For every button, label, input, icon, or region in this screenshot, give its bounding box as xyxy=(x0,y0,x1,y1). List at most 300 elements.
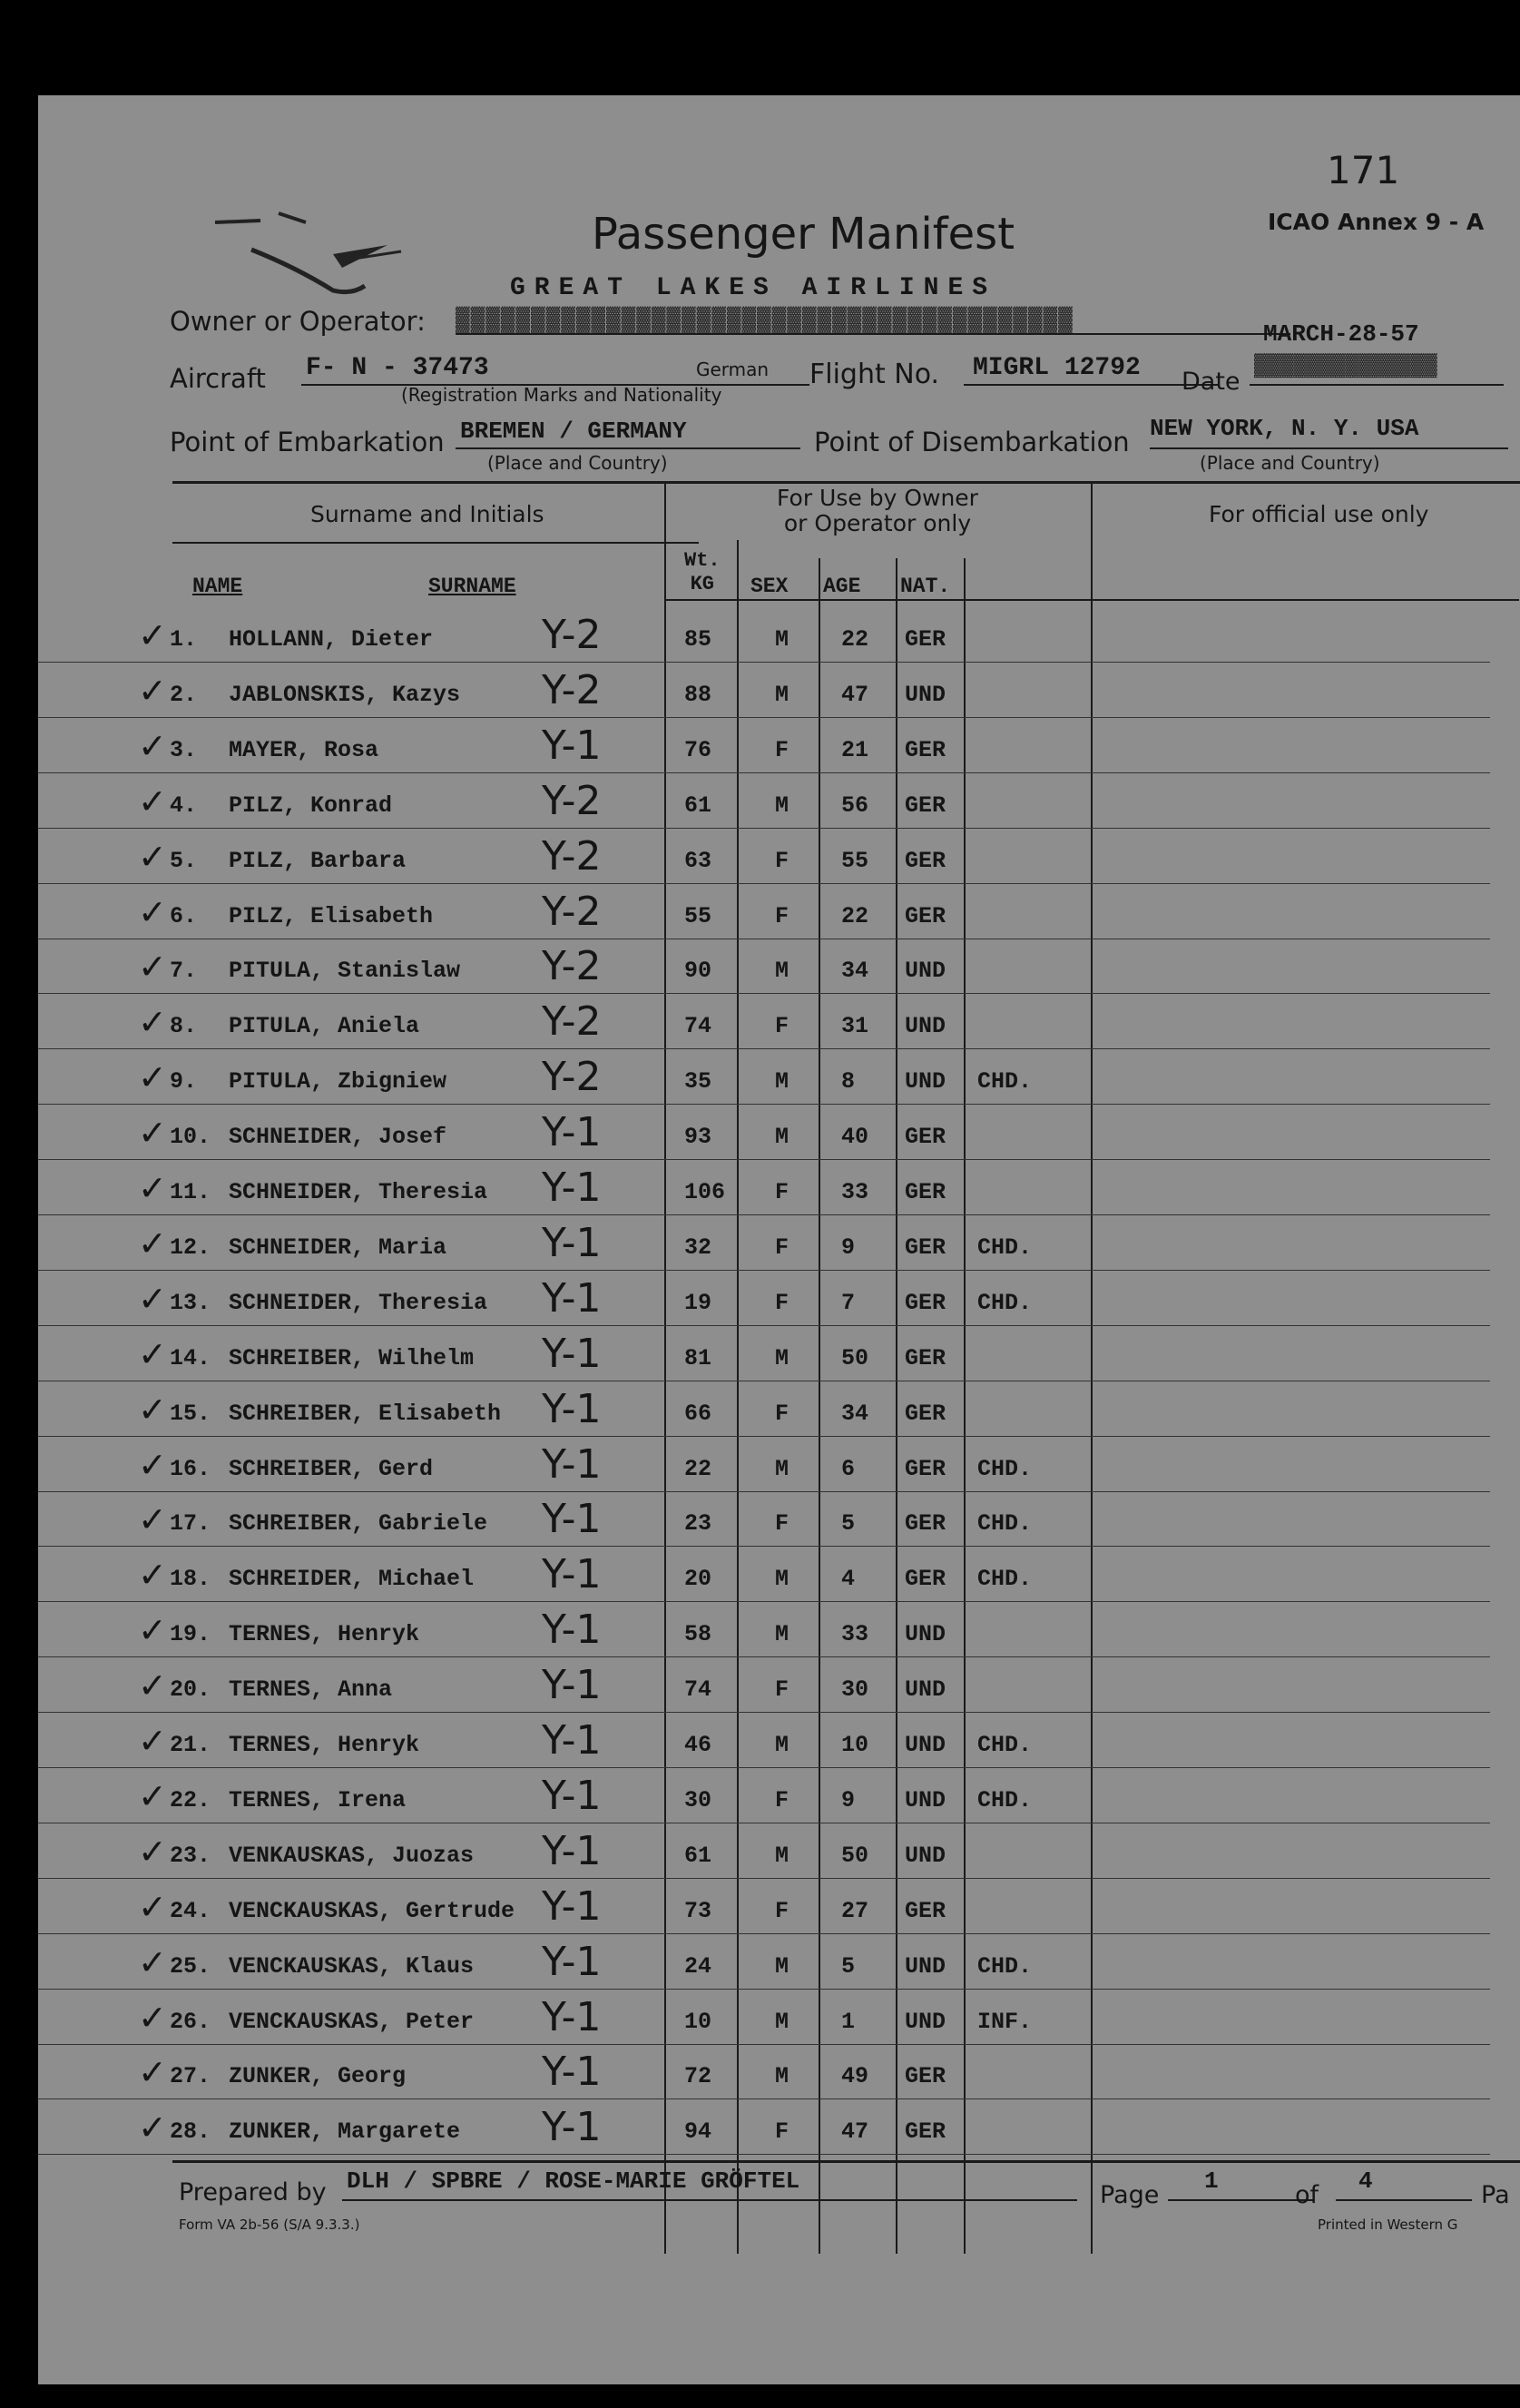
age-cell: 56 xyxy=(841,791,869,819)
table-row xyxy=(38,1935,1520,1990)
sex-cell: M xyxy=(775,958,789,985)
row-rule xyxy=(38,1214,1490,1215)
nationality-cell: UND xyxy=(905,958,946,985)
handwritten-code: Y-2 xyxy=(542,888,602,935)
row-number: 2. xyxy=(170,681,198,708)
nationality-cell: GER xyxy=(905,791,946,819)
nationality-cell: UND xyxy=(905,1013,946,1040)
sex-cell: F xyxy=(775,736,789,763)
note-cell: CHD. xyxy=(977,1289,1033,1316)
sex-cell: M xyxy=(775,1124,789,1151)
nationality-cell: UND xyxy=(905,1732,946,1758)
disembarkation-caption: (Place and Country) xyxy=(1200,452,1380,474)
passenger-name: TERNES, Anna xyxy=(229,1676,393,1704)
passenger-name: ZUNKER, Georg xyxy=(229,2063,407,2090)
check-mark-icon: ✓ xyxy=(138,1555,167,1596)
check-mark-icon: ✓ xyxy=(138,1499,167,1540)
row-rule xyxy=(38,1546,1490,1547)
embarkation-caption: (Place and Country) xyxy=(487,452,668,474)
col-header-age: AGE xyxy=(823,575,861,598)
table-row xyxy=(38,774,1520,829)
weight-cell: 19 xyxy=(684,1289,712,1316)
row-number: 5. xyxy=(170,847,198,874)
table-row xyxy=(38,1658,1520,1713)
weight-cell: 46 xyxy=(684,1732,712,1758)
weight-cell: 94 xyxy=(684,2118,712,2146)
row-number: 23. xyxy=(170,1842,211,1869)
date-struck-text: ▓▓▓▓▓▓▓▓▓▓▓▓▓▓ xyxy=(1254,354,1437,378)
embarkation-value: BREMEN / GERMANY xyxy=(460,418,687,445)
note-cell: CHD. xyxy=(977,1510,1033,1538)
page-total: 4 xyxy=(1358,2167,1373,2195)
weight-cell: 76 xyxy=(684,736,712,763)
table-row xyxy=(38,1603,1520,1657)
check-mark-icon: ✓ xyxy=(138,1941,167,1982)
handwritten-code: Y-2 xyxy=(542,832,602,880)
weight-cell: 10 xyxy=(684,2008,712,2035)
handwritten-code: Y-2 xyxy=(542,943,602,990)
row-number: 20. xyxy=(170,1676,211,1704)
col-header-sex: SEX xyxy=(750,575,789,598)
age-cell: 34 xyxy=(841,958,869,985)
nationality-cell: GER xyxy=(905,1179,946,1205)
col-header-wt: Wt. KG xyxy=(684,549,721,595)
row-rule xyxy=(38,2098,1490,2099)
passenger-name: ZUNKER, Margarete xyxy=(229,2118,461,2146)
weight-cell: 90 xyxy=(684,958,712,985)
nationality-cell: GER xyxy=(905,1344,946,1371)
row-rule xyxy=(38,1989,1490,1990)
age-cell: 33 xyxy=(841,1179,869,1205)
col-header-name: NAME xyxy=(192,575,243,598)
sex-cell: M xyxy=(775,1068,789,1096)
row-rule xyxy=(38,2044,1490,2045)
handwritten-code: Y-1 xyxy=(542,2049,602,2096)
check-mark-icon: ✓ xyxy=(138,2108,167,2148)
weight-cell: 81 xyxy=(684,1344,712,1371)
nationality-cell: GER xyxy=(905,1233,946,1261)
check-mark-icon: ✓ xyxy=(138,1831,167,1872)
table-row xyxy=(38,1769,1520,1823)
row-number: 16. xyxy=(170,1455,211,1482)
row-rule xyxy=(38,1104,1490,1105)
passenger-name: SCHREIBER, Gerd xyxy=(229,1455,434,1482)
weight-cell: 106 xyxy=(684,1179,726,1205)
check-mark-icon: ✓ xyxy=(138,1389,167,1430)
sex-cell: F xyxy=(775,1400,789,1427)
row-rule xyxy=(38,1878,1490,1879)
note-cell: INF. xyxy=(977,2008,1033,2035)
sex-cell: F xyxy=(775,1676,789,1704)
owner-struck-text: ▓▓▓▓▓▓▓▓▓▓▓▓▓▓▓▓▓▓▓▓▓▓▓▓▓▓▓▓▓▓▓▓▓▓▓▓▓▓▓▓▓ xyxy=(456,306,1074,333)
handwritten-code: Y-2 xyxy=(542,666,602,713)
age-cell: 8 xyxy=(841,1068,856,1096)
weight-cell: 88 xyxy=(684,681,712,708)
table-row xyxy=(38,830,1520,884)
page-suffix: Pa xyxy=(1481,2181,1510,2209)
passenger-name: PILZ, Elisabeth xyxy=(229,902,434,929)
handwritten-code: Y-2 xyxy=(542,612,602,658)
sex-cell: M xyxy=(775,1732,789,1758)
nationality-cell: GER xyxy=(905,1566,946,1593)
row-number: 11. xyxy=(170,1179,211,1205)
table-row xyxy=(38,663,1520,718)
sex-cell: F xyxy=(775,1179,789,1205)
table-row xyxy=(38,1106,1520,1160)
weight-cell: 85 xyxy=(684,626,712,653)
handwritten-code: Y-1 xyxy=(542,1330,602,1377)
check-mark-icon: ✓ xyxy=(138,1721,167,1761)
row-rule xyxy=(38,1491,1490,1492)
weight-cell: 61 xyxy=(684,1842,712,1869)
table-row xyxy=(38,1438,1520,1492)
col-header-surname: SURNAME xyxy=(428,575,516,598)
german-label: German xyxy=(696,359,770,380)
aircraft-value: F- N - 37473 xyxy=(306,354,489,382)
check-mark-icon: ✓ xyxy=(138,615,167,655)
check-mark-icon: ✓ xyxy=(138,1444,167,1485)
age-cell: 4 xyxy=(841,1566,856,1593)
age-cell: 9 xyxy=(841,1786,856,1813)
table-row xyxy=(38,1714,1520,1768)
table-row xyxy=(38,2045,1520,2099)
nationality-cell: GER xyxy=(905,2118,946,2146)
nationality-cell: UND xyxy=(905,681,946,708)
table-row xyxy=(38,1880,1520,1934)
nationality-cell: GER xyxy=(905,736,946,763)
row-rule xyxy=(38,1325,1490,1326)
nationality-cell: UND xyxy=(905,1621,946,1648)
sex-cell: M xyxy=(775,1621,789,1648)
row-number: 24. xyxy=(170,1897,211,1924)
age-cell: 5 xyxy=(841,1510,856,1538)
airline-logo-icon xyxy=(206,204,415,309)
row-rule xyxy=(38,662,1490,663)
sex-cell: M xyxy=(775,1842,789,1869)
age-cell: 27 xyxy=(841,1897,869,1924)
row-number: 13. xyxy=(170,1289,211,1316)
sex-cell: M xyxy=(775,1566,789,1593)
row-number: 14. xyxy=(170,1344,211,1371)
row-number: 3. xyxy=(170,736,198,763)
check-mark-icon: ✓ xyxy=(138,781,167,821)
sex-cell: F xyxy=(775,1289,789,1316)
note-cell: CHD. xyxy=(977,1952,1033,1980)
check-mark-icon: ✓ xyxy=(138,1113,167,1154)
nationality-cell: UND xyxy=(905,1676,946,1704)
table-row xyxy=(38,995,1520,1049)
row-rule xyxy=(38,1159,1490,1160)
handwritten-code: Y-1 xyxy=(542,2104,602,2151)
row-rule xyxy=(38,828,1490,829)
passenger-name: JABLONSKIS, Kazys xyxy=(229,681,461,708)
sex-cell: M xyxy=(775,2063,789,2090)
note-cell: CHD. xyxy=(977,1233,1033,1261)
nationality-cell: GER xyxy=(905,1124,946,1151)
age-cell: 30 xyxy=(841,1676,869,1704)
passenger-name: PITULA, Aniela xyxy=(229,1013,420,1040)
weight-cell: 24 xyxy=(684,1952,712,1980)
check-mark-icon: ✓ xyxy=(138,2052,167,2093)
age-cell: 50 xyxy=(841,1842,869,1869)
page-label: Page xyxy=(1100,2181,1160,2209)
note-cell: CHD. xyxy=(977,1732,1033,1758)
of-label: of xyxy=(1295,2181,1319,2209)
handwritten-code: Y-1 xyxy=(542,1496,602,1543)
row-rule xyxy=(38,1933,1490,1934)
handwritten-code: Y-1 xyxy=(542,1938,602,1985)
age-cell: 7 xyxy=(841,1289,856,1316)
weight-cell: 55 xyxy=(684,902,712,929)
sex-cell: M xyxy=(775,2008,789,2035)
handwritten-code: Y-1 xyxy=(542,1274,602,1322)
row-number: 4. xyxy=(170,791,198,819)
table-row xyxy=(38,1327,1520,1381)
passenger-name: SCHNEIDER, Theresia xyxy=(229,1179,488,1205)
passenger-name: SCHNEIDER, Josef xyxy=(229,1124,447,1151)
handwritten-code: Y-1 xyxy=(542,722,602,769)
age-cell: 1 xyxy=(841,2008,856,2035)
weight-cell: 66 xyxy=(684,1400,712,1427)
nationality-cell: GER xyxy=(905,1455,946,1482)
handwritten-code: Y-1 xyxy=(542,1165,602,1211)
passenger-name: MAYER, Rosa xyxy=(229,736,379,763)
prepared-by-value: DLH / SPBRE / ROSE-MARIE GRÖFTEL xyxy=(347,2167,800,2195)
check-mark-icon: ✓ xyxy=(138,1333,167,1374)
col-group-surname: Surname and Initials xyxy=(310,501,544,527)
age-cell: 33 xyxy=(841,1621,869,1648)
weight-cell: 58 xyxy=(684,1621,712,1648)
sex-cell: F xyxy=(775,847,789,874)
annex-label: ICAO Annex 9 - A xyxy=(1268,209,1485,235)
row-number: 21. xyxy=(170,1732,211,1758)
age-cell: 55 xyxy=(841,847,869,874)
nationality-cell: UND xyxy=(905,1786,946,1813)
flight-no-value: MIGRL 12792 xyxy=(973,354,1141,382)
note-cell: CHD. xyxy=(977,1455,1033,1482)
passenger-name: SCHREIBER, Gabriele xyxy=(229,1510,488,1538)
manifest-sheet xyxy=(38,95,1520,2384)
row-rule xyxy=(38,1712,1490,1713)
passenger-name: VENCKAUSKAS, Peter xyxy=(229,2008,475,2035)
check-mark-icon: ✓ xyxy=(138,725,167,766)
row-number: 12. xyxy=(170,1233,211,1261)
age-cell: 22 xyxy=(841,902,869,929)
age-cell: 9 xyxy=(841,1233,856,1261)
passenger-name: SCHNEIDER, Maria xyxy=(229,1233,447,1261)
handwritten-code: Y-2 xyxy=(542,777,602,824)
nationality-cell: GER xyxy=(905,1897,946,1924)
passenger-name: TERNES, Henryk xyxy=(229,1732,420,1758)
nationality-cell: GER xyxy=(905,1510,946,1538)
weight-cell: 74 xyxy=(684,1013,712,1040)
row-number: 15. xyxy=(170,1400,211,1427)
sex-cell: M xyxy=(775,1344,789,1371)
page-title: Passenger Manifest xyxy=(592,209,1015,260)
age-cell: 34 xyxy=(841,1400,869,1427)
owner-label: Owner or Operator: xyxy=(170,306,426,337)
row-rule xyxy=(38,883,1490,884)
sex-cell: M xyxy=(775,626,789,653)
row-number: 10. xyxy=(170,1124,211,1151)
age-cell: 21 xyxy=(841,736,869,763)
handwritten-code: Y-1 xyxy=(542,1607,602,1654)
nationality-cell: GER xyxy=(905,626,946,653)
sex-cell: F xyxy=(775,1233,789,1261)
row-number: 17. xyxy=(170,1510,211,1538)
col-header-nat: NAT. xyxy=(900,575,951,598)
weight-cell: 23 xyxy=(684,1510,712,1538)
check-mark-icon: ✓ xyxy=(138,836,167,877)
age-cell: 31 xyxy=(841,1013,869,1040)
row-number: 7. xyxy=(170,958,198,985)
age-cell: 6 xyxy=(841,1455,856,1482)
handwritten-code: Y-1 xyxy=(542,1827,602,1874)
weight-cell: 20 xyxy=(684,1566,712,1593)
note-cell: CHD. xyxy=(977,1068,1033,1096)
check-mark-icon: ✓ xyxy=(138,670,167,711)
weight-cell: 72 xyxy=(684,2063,712,2090)
sex-cell: M xyxy=(775,791,789,819)
age-cell: 49 xyxy=(841,2063,869,2090)
check-mark-icon: ✓ xyxy=(138,1223,167,1263)
age-cell: 22 xyxy=(841,626,869,653)
row-rule xyxy=(38,1767,1490,1768)
table-row xyxy=(38,1824,1520,1879)
check-mark-icon: ✓ xyxy=(138,1002,167,1043)
nationality-cell: GER xyxy=(905,2063,946,2090)
row-number: 25. xyxy=(170,1952,211,1980)
check-mark-icon: ✓ xyxy=(138,1168,167,1208)
table-row xyxy=(38,1492,1520,1547)
row-rule xyxy=(38,1048,1490,1049)
weight-cell: 93 xyxy=(684,1124,712,1151)
passenger-name: VENCKAUSKAS, Klaus xyxy=(229,1952,475,1980)
passenger-name: TERNES, Henryk xyxy=(229,1621,420,1648)
printed-in: Printed in Western G xyxy=(1318,2216,1458,2233)
row-number: 27. xyxy=(170,2063,211,2090)
weight-cell: 32 xyxy=(684,1233,712,1261)
disembarkation-label: Point of Disembarkation xyxy=(814,427,1130,457)
handwritten-code: Y-2 xyxy=(542,998,602,1046)
weight-cell: 61 xyxy=(684,791,712,819)
handwritten-code: Y-1 xyxy=(542,1882,602,1930)
weight-cell: 74 xyxy=(684,1676,712,1704)
row-number: 19. xyxy=(170,1621,211,1648)
age-cell: 47 xyxy=(841,2118,869,2146)
date-label: Date xyxy=(1182,368,1241,396)
passenger-name: PITULA, Zbigniew xyxy=(229,1068,447,1096)
check-mark-icon: ✓ xyxy=(138,1278,167,1319)
passenger-name: VENKAUSKAS, Juozas xyxy=(229,1842,475,1869)
weight-cell: 30 xyxy=(684,1786,712,1813)
check-mark-icon: ✓ xyxy=(138,1886,167,1927)
row-number: 26. xyxy=(170,2008,211,2035)
age-cell: 47 xyxy=(841,681,869,708)
row-number: 9. xyxy=(170,1068,198,1096)
table-row xyxy=(38,885,1520,939)
col-group-owner: For Use by Owner or Operator only xyxy=(777,485,978,536)
handwritten-code: Y-1 xyxy=(542,1440,602,1488)
row-rule xyxy=(38,772,1490,773)
date-value: MARCH-28-57 xyxy=(1263,320,1419,348)
check-mark-icon: ✓ xyxy=(138,1666,167,1706)
row-rule xyxy=(38,993,1490,994)
registration-caption: (Registration Marks and Nationality xyxy=(401,384,722,406)
check-mark-icon: ✓ xyxy=(138,1610,167,1651)
passenger-name: SCHREIBER, Elisabeth xyxy=(229,1400,502,1427)
aircraft-label: Aircraft xyxy=(170,363,266,394)
handwritten-code: Y-1 xyxy=(542,1385,602,1432)
sex-cell: M xyxy=(775,1455,789,1482)
passenger-name: TERNES, Irena xyxy=(229,1786,407,1813)
age-cell: 5 xyxy=(841,1952,856,1980)
sex-cell: M xyxy=(775,681,789,708)
table-row xyxy=(38,1272,1520,1326)
row-rule xyxy=(38,2154,1490,2155)
sex-cell: F xyxy=(775,902,789,929)
table-row xyxy=(38,1548,1520,1602)
table-row xyxy=(38,2100,1520,2155)
passenger-name: PILZ, Barbara xyxy=(229,847,407,874)
nationality-cell: GER xyxy=(905,847,946,874)
row-rule xyxy=(38,1656,1490,1657)
col-group-official: For official use only xyxy=(1209,501,1429,527)
flight-no-label: Flight No. xyxy=(809,359,940,390)
handwritten-code: Y-1 xyxy=(542,1772,602,1819)
embarkation-label: Point of Embarkation xyxy=(170,427,445,457)
form-number: Form VA 2b-56 (S/A 9.3.3.) xyxy=(179,2216,360,2233)
page-value: 1 xyxy=(1204,2167,1219,2195)
check-mark-icon: ✓ xyxy=(138,1997,167,2038)
weight-cell: 63 xyxy=(684,847,712,874)
table-row xyxy=(38,939,1520,994)
sex-cell: F xyxy=(775,1897,789,1924)
check-mark-icon: ✓ xyxy=(138,1057,167,1098)
nationality-cell: UND xyxy=(905,1952,946,1980)
weight-cell: 73 xyxy=(684,1897,712,1924)
nationality-cell: GER xyxy=(905,1289,946,1316)
row-number: 1. xyxy=(170,626,198,653)
sex-cell: F xyxy=(775,1510,789,1538)
handwritten-code: Y-1 xyxy=(542,1219,602,1266)
owner-value: GREAT LAKES AIRLINES xyxy=(510,274,997,302)
nationality-cell: GER xyxy=(905,902,946,929)
handwritten-code: Y-1 xyxy=(542,1993,602,2040)
sex-cell: M xyxy=(775,1952,789,1980)
row-rule xyxy=(38,717,1490,718)
table-row xyxy=(38,719,1520,773)
weight-cell: 35 xyxy=(684,1068,712,1096)
page-number-stamp: 171 xyxy=(1327,148,1400,192)
row-number: 18. xyxy=(170,1566,211,1593)
age-cell: 40 xyxy=(841,1124,869,1151)
sex-cell: F xyxy=(775,1786,789,1813)
passenger-name: SCHREIDER, Michael xyxy=(229,1566,475,1593)
row-rule xyxy=(38,1270,1490,1271)
weight-cell: 22 xyxy=(684,1455,712,1482)
nationality-cell: UND xyxy=(905,1842,946,1869)
passenger-name: SCHREIBER, Wilhelm xyxy=(229,1344,475,1371)
nationality-cell: GER xyxy=(905,1400,946,1427)
handwritten-code: Y-2 xyxy=(542,1054,602,1101)
row-number: 6. xyxy=(170,902,198,929)
handwritten-code: Y-1 xyxy=(542,1551,602,1598)
row-number: 22. xyxy=(170,1786,211,1813)
check-mark-icon: ✓ xyxy=(138,1775,167,1816)
table-row xyxy=(38,1161,1520,1215)
passenger-name: PITULA, Stanislaw xyxy=(229,958,461,985)
